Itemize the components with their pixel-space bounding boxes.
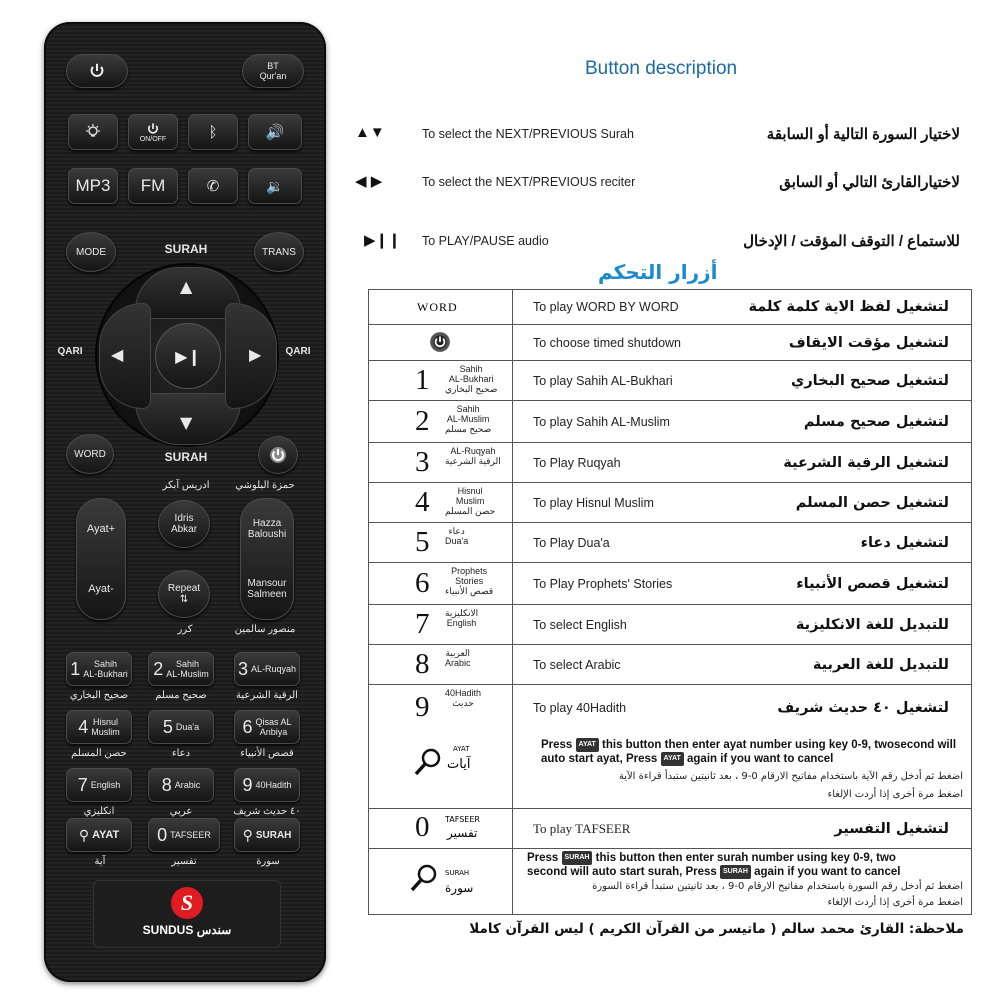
table-row	[369, 443, 971, 483]
logo-mark: S	[171, 887, 203, 919]
surah-arabic-label: سورة	[445, 881, 474, 895]
table-en: To select Arabic	[533, 657, 621, 672]
ayat-text-4: again if you want to cancel	[687, 753, 834, 766]
table-key-cell	[369, 361, 513, 400]
surah-chip-label: SURAH	[445, 869, 470, 877]
onoff-button[interactable]	[128, 114, 178, 150]
remote-control	[44, 22, 326, 982]
table-row-tafseer	[369, 809, 971, 849]
idris-arabic-label: ادريس آبكر	[162, 480, 210, 491]
number-key-digit: 6	[242, 716, 253, 737]
number-key-arabic-label: انكليزي	[83, 806, 115, 817]
key-sub-label: AL-Ruqyah الرقية الشرعية	[445, 446, 501, 466]
table-ar: لتشغيل حصن المسلم	[795, 494, 949, 511]
trans-button[interactable]: TRANS	[254, 232, 304, 272]
number-key-8[interactable]	[148, 768, 214, 802]
brand-logo	[93, 880, 281, 948]
ayat-minus-label: Ayat-	[88, 583, 114, 595]
bluetooth-icon: ᛒ	[208, 123, 218, 141]
tafseer-arabic: تفسير	[447, 826, 478, 840]
number-key-arabic-label: دعاء	[171, 748, 191, 759]
table-key-cell	[369, 563, 513, 604]
table-ar: للتبديل للغة العربية	[812, 656, 949, 673]
table-ar: لتشغيل صحيح البخاري	[791, 372, 949, 389]
repeat-icon: ⇅	[179, 594, 189, 605]
search-icon: ⚲	[242, 826, 253, 843]
number-key-digit: 9	[242, 774, 253, 795]
ayat-chip-text: AYAT	[663, 755, 681, 763]
table-row-surah	[369, 849, 971, 914]
dpad	[95, 263, 279, 447]
repeat-label: Repeat	[167, 583, 201, 594]
mansour-arabic-label: منصور سالمين	[234, 624, 296, 635]
table-en: To choose timed shutdown	[533, 335, 682, 350]
number-key-label: Qisas AL Anbiya	[255, 717, 292, 737]
ayat-instructions-ar-2: اضغط مرة أخرى إذا أردت الإلغاء	[827, 789, 963, 800]
phone-icon: ✆	[206, 178, 220, 195]
surah-instructions-ar-1: اضغط ثم أدخل رقم السورة باستخدام مفاتيح الارقام 0-9 ، بعد ثانيتين ستبدأ قراءة السورة	[592, 881, 963, 892]
surah-arabic-label: سورة	[256, 856, 280, 867]
word-button[interactable]: WORD	[66, 434, 114, 474]
qari-left-label: QARI	[57, 346, 83, 357]
table-key-cell	[369, 849, 513, 914]
mansour-salmeen-label: Mansour Salmeen	[247, 578, 287, 600]
ayat-chip	[576, 738, 599, 752]
surah-key-button[interactable]	[234, 818, 300, 852]
tafseer-key-label: TAFSEER	[170, 830, 211, 840]
surah-instructions-en	[527, 851, 967, 879]
ayat-key-button[interactable]	[66, 818, 132, 852]
number-key-arabic-label: صحيح مسلم	[155, 690, 207, 701]
play-pause-icon: ▶❙❙	[364, 232, 401, 249]
table-key-cell	[369, 483, 513, 522]
number-key-digit: 4	[78, 716, 89, 737]
desc-line-en: To PLAY/PAUSE audio	[422, 234, 549, 248]
table-row	[369, 361, 971, 401]
number-key-digit: 7	[77, 774, 88, 795]
number-key-label: 40Hadith	[255, 780, 292, 790]
number-key-digit: 3	[237, 658, 248, 679]
ayat-text-2: this button then enter ayat number using key 0-9, twosecond will	[602, 739, 957, 752]
number-key-label: Arabic	[174, 780, 201, 790]
key-number: 9	[415, 691, 430, 723]
table-key-cell	[369, 523, 513, 562]
volume-up-button[interactable]	[248, 114, 302, 150]
key-sub-label: دعاء Dua'a	[445, 526, 469, 546]
key-number: 7	[415, 608, 430, 640]
table-row	[369, 605, 971, 645]
volume-down-button[interactable]	[248, 168, 302, 204]
number-key-label: Hisnul Muslim	[91, 717, 120, 737]
table-ar: لتشغيل التفسير	[834, 820, 949, 837]
key-number: 5	[415, 526, 430, 558]
dpad-left-button[interactable]	[99, 303, 151, 409]
ayat-plus-label: Ayat+	[86, 523, 116, 535]
table-en: To play TAFSEER	[533, 820, 631, 836]
number-key-1[interactable]	[66, 652, 132, 686]
timer-button[interactable]	[258, 436, 298, 474]
table-en: To select English	[533, 617, 627, 632]
volume-down-icon: 🔉	[266, 177, 284, 194]
number-key-3[interactable]	[234, 652, 300, 686]
number-key-arabic-label: عربي	[169, 806, 193, 817]
table-ar: لتشغيل دعاء	[860, 534, 949, 551]
surah-instructions-ar-2: اضغط مرة أخرى إذا أردت الإلغاء	[827, 897, 963, 908]
table-ar: لتشغيل مؤقت الايقاف	[788, 334, 949, 351]
number-key-9[interactable]	[234, 768, 300, 802]
key-sub-label: 40Hadith حديث	[445, 688, 482, 708]
surah-text-4: again if you want to cancel	[754, 866, 901, 879]
ayat-arabic-label: آية	[94, 856, 106, 867]
arrow-right-icon: ▶	[249, 345, 262, 364]
table-en: To play Hisnul Muslim	[533, 495, 654, 510]
mp3-button[interactable]: MP3	[68, 168, 118, 204]
surah-bottom-label: SURAH	[164, 450, 208, 464]
key-sub-label: Sahih AL-Muslim صحيح مسلم	[445, 404, 492, 434]
key-number: 1	[415, 364, 430, 396]
number-key-7[interactable]	[66, 768, 132, 802]
power-icon	[88, 62, 106, 80]
ayat-text-3: auto start ayat, Press	[541, 753, 658, 766]
power-small-icon	[146, 122, 160, 136]
number-key-digit: 5	[162, 716, 173, 737]
number-key-4[interactable]	[66, 710, 132, 744]
lamp-icon	[83, 122, 103, 142]
desc-line-surah	[350, 124, 970, 146]
repeat-button[interactable]	[158, 570, 210, 618]
table-row	[369, 563, 971, 605]
number-key-digit: 2	[153, 658, 164, 679]
table-key-cell	[369, 401, 513, 442]
number-key-label: English	[90, 780, 121, 790]
ayat-key-label: AYAT	[92, 829, 120, 841]
button-table	[368, 289, 972, 915]
number-key-label: Sahih AL-Bukhari	[83, 659, 128, 679]
power-button[interactable]	[66, 54, 128, 88]
search-icon: ⚲	[78, 826, 90, 843]
tafseer-arabic-label: تفسير	[171, 856, 197, 867]
logo-text: SUNDUS سندس	[142, 923, 232, 937]
table-key-cell	[369, 605, 513, 644]
table-key-cell	[369, 809, 513, 848]
number-key-label: Sahih AL-Muslim	[166, 659, 209, 679]
desc-line-ar: لاختيار السورة التالية أو السابقة	[766, 126, 960, 143]
ayat-chip	[661, 752, 684, 766]
table-row-ayat	[369, 731, 971, 809]
table-key-cell	[369, 290, 513, 324]
repeat-arabic-label: كرر	[177, 624, 193, 635]
ayat-instructions-ar-1: اضغط ثم أدخل رقم الآية باستخدام مفاتيح الارقام 0-9 ، بعد ثانيتين ستبدأ قراءة الآية	[618, 771, 963, 782]
number-key-arabic-label: حصن المسلم	[71, 748, 127, 759]
desc-line-ar: لاختيارالقارئ التالي أو السابق	[779, 174, 960, 191]
table-en: To play WORD BY WORD	[533, 300, 679, 314]
mode-button[interactable]: MODE	[66, 232, 116, 272]
table-row	[369, 325, 971, 361]
idris-abkar-button[interactable]: Idris Abkar	[158, 500, 210, 548]
key-sub-label: الانكليزية English	[445, 608, 479, 628]
ayat-rocker[interactable]	[76, 498, 126, 620]
surah-text-1: Press	[527, 852, 559, 865]
desc-line-play	[350, 231, 970, 253]
table-en: To Play Ruqyah	[533, 455, 621, 470]
table-ar: لتشغيل قصص الأنبياء	[796, 575, 949, 592]
surah-chip-text: SURAH	[723, 868, 748, 876]
fm-button[interactable]: FM	[128, 168, 178, 204]
up-down-icon: ▲▼	[355, 124, 385, 141]
hamza-arabic-label: حمزة البلوشي	[235, 480, 295, 491]
word-key: WORD	[417, 300, 458, 314]
light-button[interactable]	[68, 114, 118, 150]
table-en: To play 40Hadith	[533, 701, 627, 715]
desc-line-en: To select the NEXT/PREVIOUS reciter	[422, 175, 636, 189]
table-row	[369, 401, 971, 443]
number-key-label: AL-Ruqyah	[250, 664, 297, 674]
number-key-label: Dua'a	[175, 722, 200, 732]
left-right-icon: ◀ ▶	[355, 173, 383, 190]
magnifier-icon	[409, 863, 439, 893]
surah-chip-text: SURAH	[564, 854, 590, 861]
table-ar: لتشغيل ٤٠ حديث شريف	[777, 700, 949, 716]
number-key-arabic-label: قصص الأنبياء	[240, 748, 294, 759]
surah-text-2: this button then enter surah number using key 0-9, two	[595, 852, 896, 865]
number-key-arabic-label: ٤٠ حديث شريف	[233, 806, 301, 817]
key-number: 6	[415, 567, 430, 599]
arrow-left-icon: ◀	[111, 345, 124, 364]
table-key-cell	[369, 325, 513, 360]
surah-top-label: SURAH	[164, 242, 208, 256]
surah-text-3: second will auto start surah, Press	[527, 866, 717, 879]
key-sub-label: Sahih AL-Bukhari صحيح البخاري	[445, 364, 498, 394]
phone-button[interactable]	[188, 168, 238, 204]
reciter-rocker[interactable]	[240, 498, 294, 620]
surah-chip	[720, 865, 751, 879]
zero-key-number: 0	[157, 824, 168, 845]
controls-title: أزرار التحكم	[598, 260, 718, 284]
arrow-down-icon: ▼	[180, 413, 193, 432]
number-key-5[interactable]	[148, 710, 214, 744]
timer-power-icon	[268, 445, 288, 465]
tafseer-number: 0	[415, 811, 430, 843]
ayat-instructions-en	[541, 738, 961, 766]
number-key-arabic-label: الرقية الشرعية	[236, 690, 298, 701]
table-ar: لتشغيل لفظ الاية كلمة كلمة	[748, 299, 949, 315]
ayat-chip-text: AYAT	[578, 741, 596, 748]
table-ar: لتشغيل الرقية الشرعية	[783, 454, 949, 471]
number-key-digit: 1	[70, 658, 81, 679]
key-number: 4	[415, 486, 430, 518]
key-sub-label: العربية Arabic	[445, 648, 471, 668]
description-title: Button description	[585, 58, 738, 79]
table-row	[369, 685, 971, 731]
hazza-baloushi-label: Hazza Baloushi	[247, 518, 287, 540]
ayat-arabic-label: آيات	[447, 757, 471, 772]
qari-right-label: QARI	[285, 346, 311, 357]
table-key-cell	[369, 645, 513, 684]
key-number: 3	[415, 446, 430, 478]
desc-line-en: To select the NEXT/PREVIOUS Surah	[422, 127, 634, 141]
arrow-up-icon: ▲	[180, 277, 193, 296]
play-pause-button[interactable]	[155, 323, 221, 389]
surah-chip	[562, 851, 593, 865]
number-key-digit: 8	[161, 774, 172, 795]
volume-up-icon: 🔊	[265, 124, 285, 141]
number-key-arabic-label: صحيح البخاري	[69, 690, 129, 701]
desc-line-reciter	[350, 172, 970, 194]
table-row	[369, 523, 971, 563]
key-sub-label: Hisnul Muslim حصن المسلم	[445, 486, 496, 516]
table-en: To play Sahih AL-Bukhari	[533, 373, 673, 388]
bluetooth-button[interactable]	[188, 114, 238, 150]
table-key-cell	[369, 685, 513, 731]
table-row	[369, 645, 971, 685]
play-pause-icon: ▶❙	[175, 346, 201, 366]
ayat-chip-label: AYAT	[453, 745, 470, 753]
magnifier-icon	[413, 747, 443, 777]
number-key-2[interactable]	[148, 652, 214, 686]
ayat-text-1: Press	[541, 739, 573, 752]
table-row	[369, 290, 971, 325]
table-key-cell	[369, 443, 513, 482]
surah-key-label: SURAH	[255, 829, 292, 841]
zero-key-button[interactable]	[148, 818, 220, 852]
tafseer-chip: TAFSEER	[445, 815, 480, 824]
onoff-label: ON/OFF	[139, 135, 167, 143]
table-ar: لتشغيل صحيح مسلم	[803, 413, 949, 430]
table-en: To play Sahih AL-Muslim	[533, 414, 670, 429]
number-key-6[interactable]	[234, 710, 300, 744]
key-sub-label: Prophets Stories قصص الأنبياء	[445, 566, 494, 596]
timer-power-icon	[429, 331, 451, 353]
key-number: 8	[415, 648, 430, 680]
table-key-cell	[369, 731, 513, 808]
table-row	[369, 483, 971, 523]
table-en: To Play Prophets' Stories	[533, 576, 673, 591]
key-number: 2	[415, 405, 430, 437]
table-ar: للتبديل للغة الانكليزية	[795, 616, 949, 633]
footnote: ملاحظة: القارئ محمد سالم ( ماتيسر من القرآن الكريم ) ليس القرآن كاملا	[469, 921, 964, 937]
bt-quran-button[interactable]: BT Qur'an	[242, 54, 304, 88]
table-en: To Play Dua'a	[533, 535, 610, 550]
desc-line-ar: للاستماع / التوقف المؤقت / الإدخال	[743, 233, 960, 250]
